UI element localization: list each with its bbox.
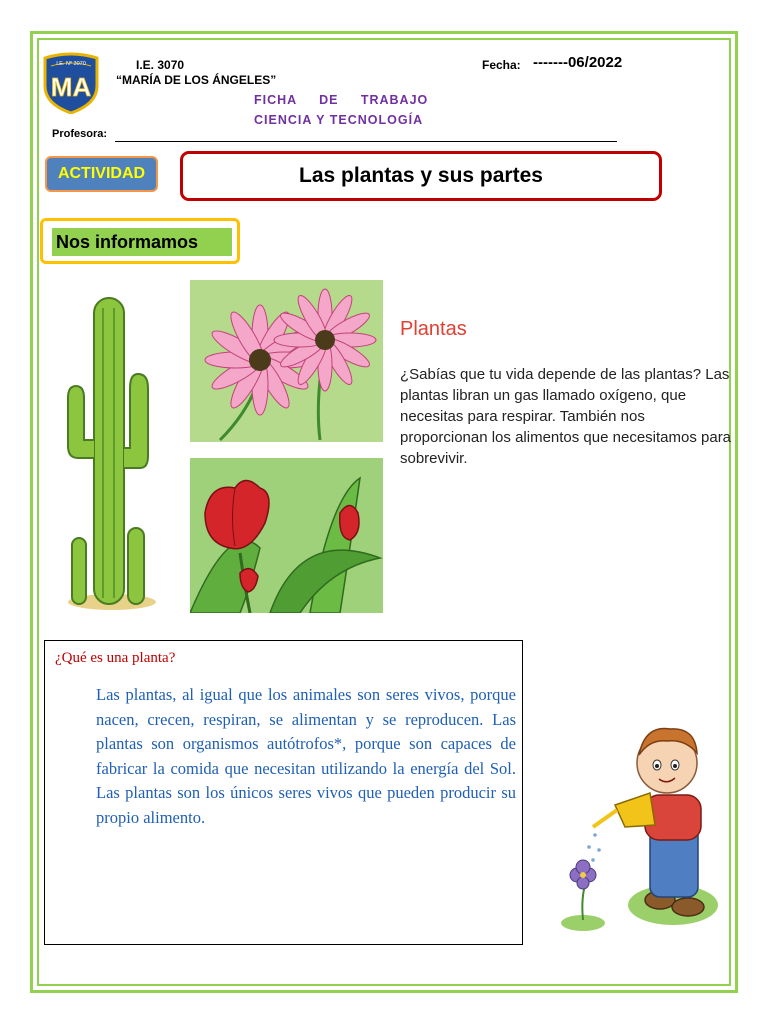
question-box — [44, 640, 523, 945]
section-box — [40, 218, 240, 264]
cactus-illustration — [56, 288, 166, 613]
school-code: I.E. 3070 — [136, 58, 185, 72]
pink-daisies-illustration — [190, 280, 383, 442]
worksheet-subject: CIENCIA Y TECNOLOGÍA — [254, 113, 424, 127]
date-value: -------06/2022 — [533, 54, 623, 71]
teacher-name-line — [115, 140, 617, 142]
logo-small-text: I.E. Nº 3070 — [56, 61, 86, 67]
info-text: ¿Sabías que tu vida depende de las plantas? Las plantas libran un gas llamado oxígeno, que necesitas para respirar. También nos proporcionan los alimentos que necesitamos para sobrevivir. — [400, 366, 732, 467]
teacher-label: Profesora: — [52, 128, 108, 140]
red-tulips-illustration — [190, 458, 383, 613]
worksheet-title: FICHA DE TRABAJO — [254, 93, 429, 107]
section-label: Nos informamos — [52, 228, 232, 256]
date-label: Fecha: — [482, 58, 521, 72]
question-title: ¿Qué es una planta? — [55, 650, 176, 666]
school-logo — [42, 52, 100, 114]
question-text: Las plantas, al igual que los animales son seres vivos, porque nacen, crecen, respiran, se alimentan y se reproducen. Las plantas son organismos autótrofos*, porque son capaces de fabricar la comida que necesitan utilizando la energía del Sol. Las plantas son los únicos seres vivos que pueden producir su propio alimento. — [96, 685, 516, 827]
school-name: “MARÍA DE LOS ÁNGELES” — [116, 73, 277, 87]
activity-badge: ACTIVIDAD — [45, 156, 158, 192]
logo-text: MA — [50, 72, 92, 102]
info-heading: Plantas — [400, 318, 467, 340]
boy-watering-plant-illustration — [555, 715, 735, 937]
activity-title: Las plantas y sus partes — [180, 151, 662, 201]
